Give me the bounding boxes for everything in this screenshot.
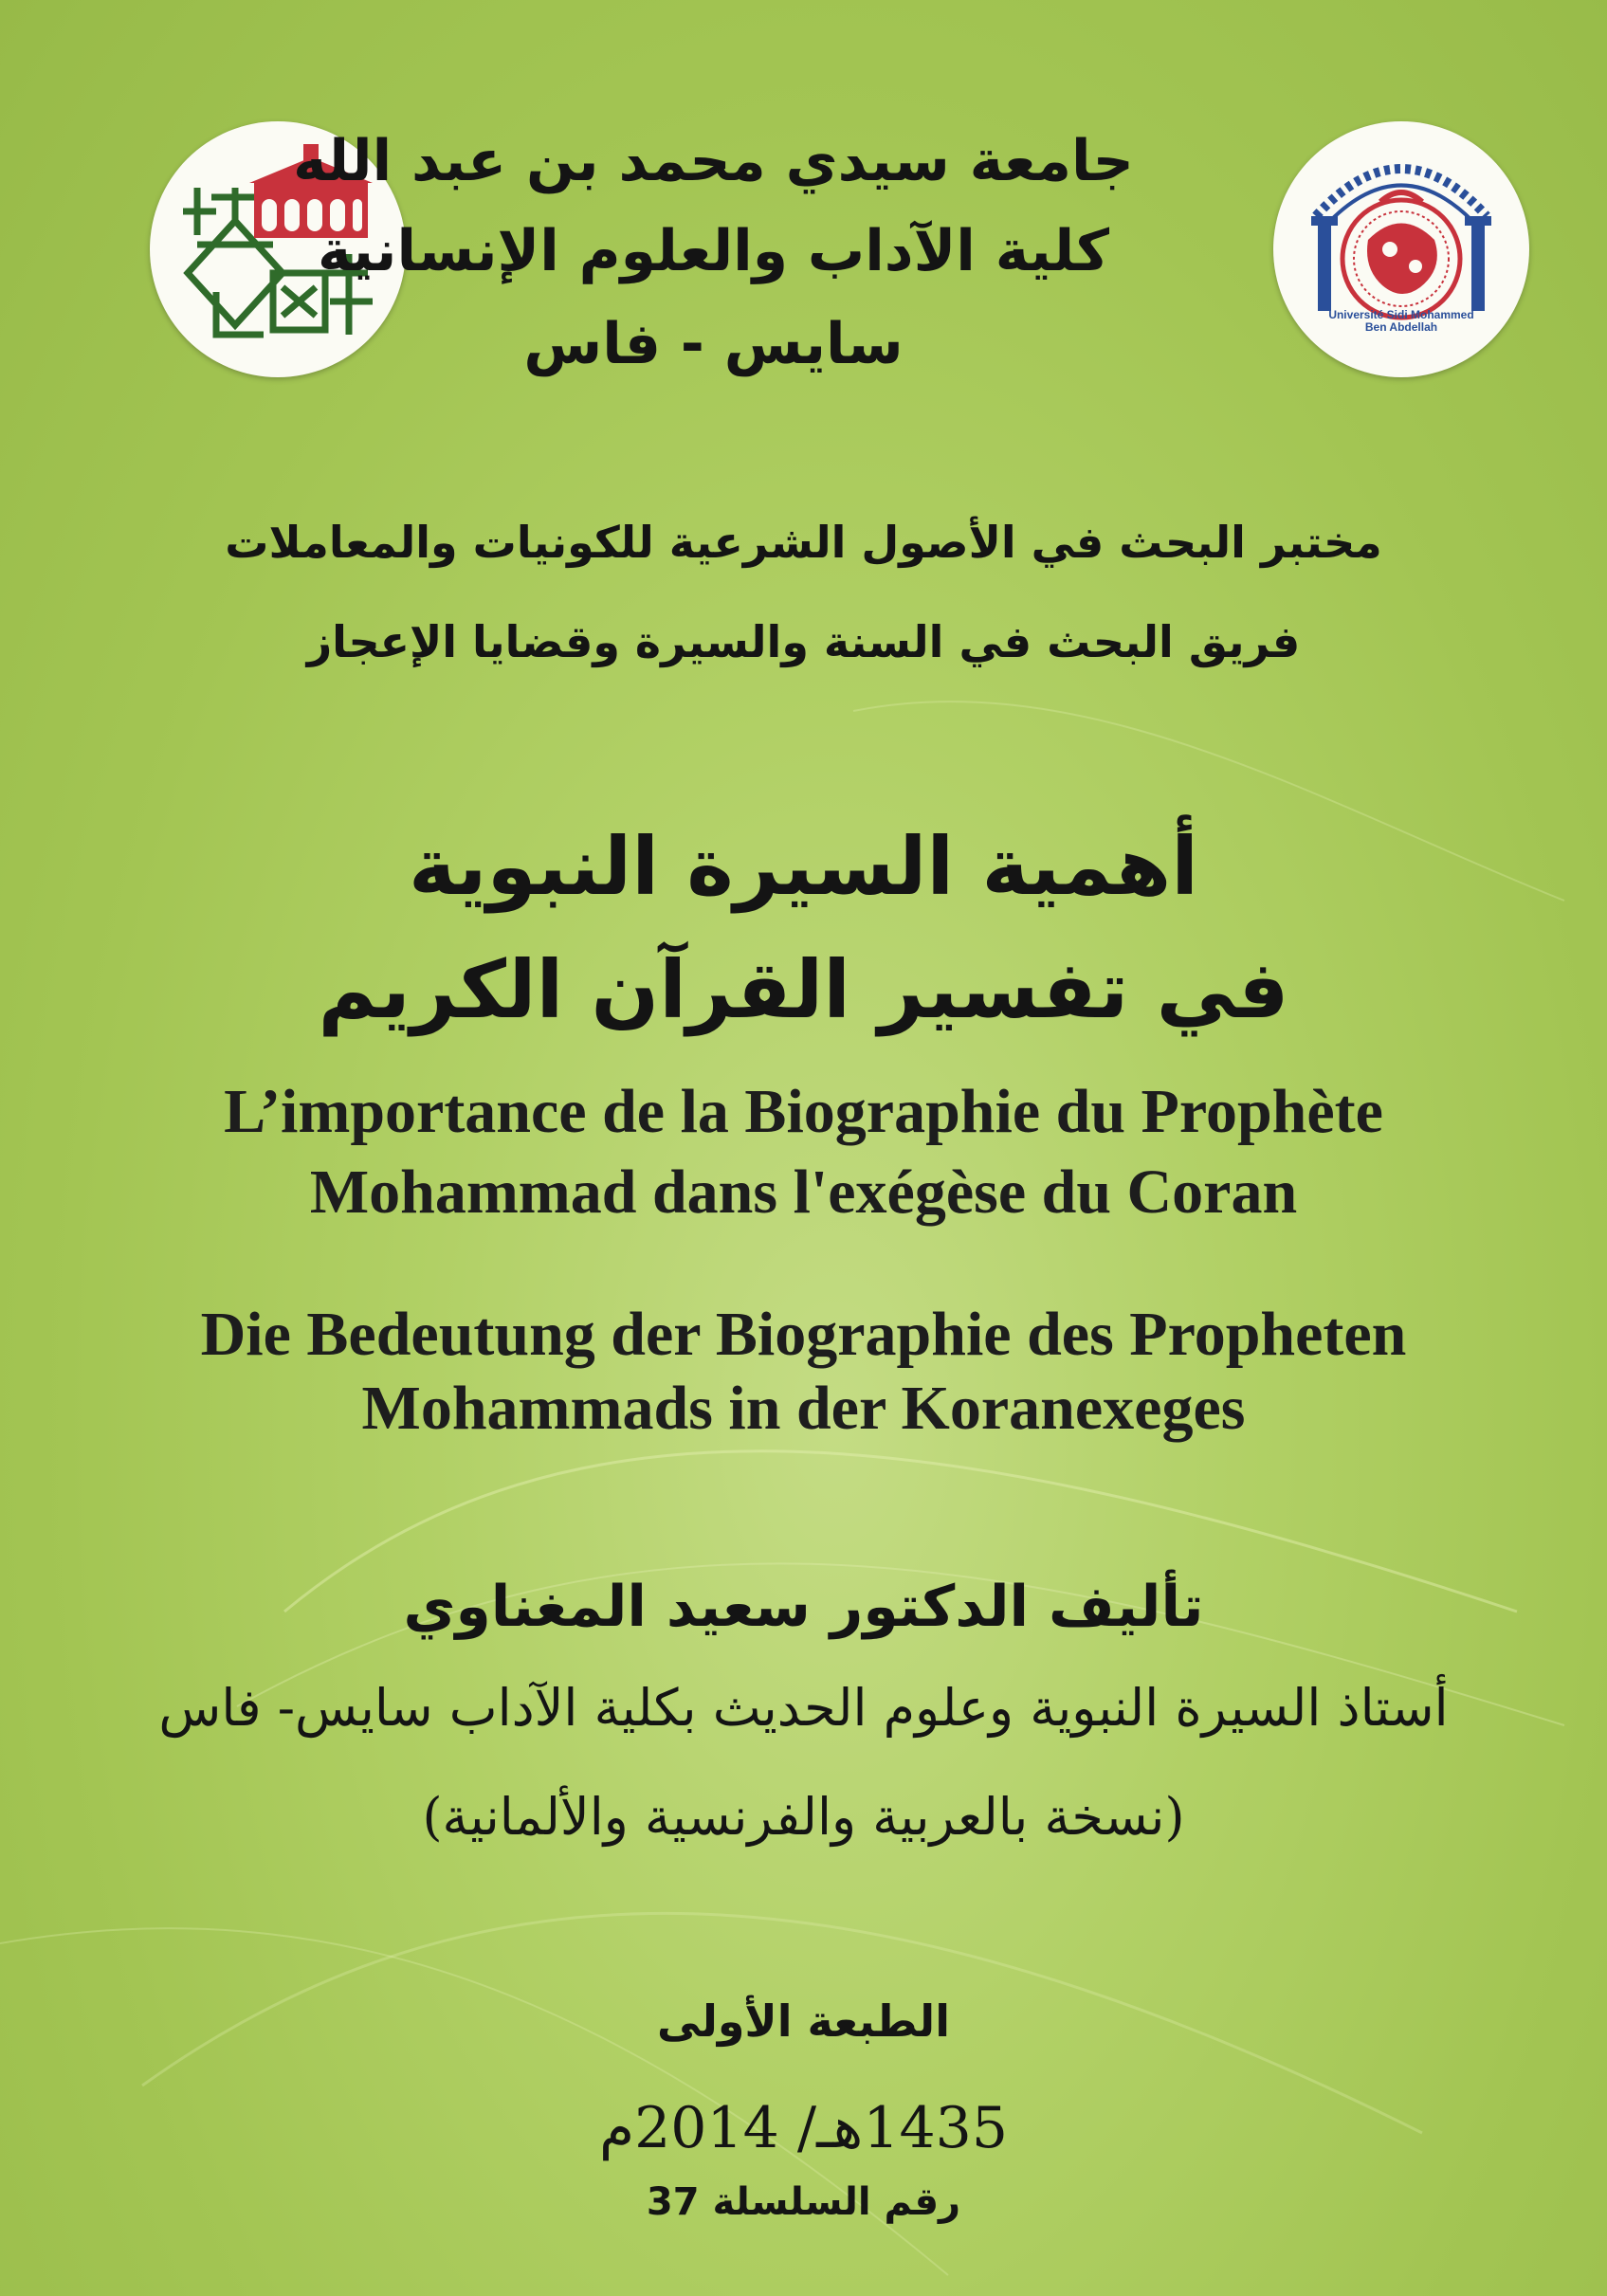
edition: الطبعة الأولى <box>657 1995 950 2047</box>
title-french-line2: Mohammad dans l'exégèse du Coran <box>309 1157 1298 1227</box>
lab-name: مختبر البحث في الأصول الشرعية للكونيات والمعاملات <box>225 517 1382 568</box>
title-arabic-line1: أهمية السيرة النبوية <box>408 820 1199 913</box>
title-german-line1: Die Bedeutung der Biographie des Propheten <box>200 1300 1407 1369</box>
languages-note: (نسخة بالعربية والفرنسية والألمانية) <box>422 1787 1185 1847</box>
faculty-location: سايس - فاس <box>523 311 904 377</box>
university-seal-logo <box>1273 121 1529 377</box>
title-french-line1: L’importance de la Biographie du Prophète <box>224 1077 1383 1146</box>
university-seal-icon <box>1278 126 1525 373</box>
faculty-name: كلية الآداب والعلوم الإنسانية <box>318 218 1109 284</box>
author-position: أستاذ السيرة النبوية وعلوم الحديث بكلية الآداب سايس- فاس <box>158 1678 1449 1738</box>
author-byline: تأليف الدكتور سعيد المغناوي <box>403 1574 1204 1640</box>
research-team: فريق البحث في السنة والسيرة وقضايا الإعجاز <box>306 616 1301 667</box>
title-german-line2: Mohammads in der Koranexeges <box>361 1374 1246 1443</box>
seal-caption-line1: Université Sidi Mohammed <box>1328 308 1474 321</box>
publication-year: 1435هـ/ 2014م <box>598 2095 1009 2161</box>
series-number: رقم السلسلة 37 <box>646 2180 961 2224</box>
title-arabic-line2: في تفسير القرآن الكريم <box>318 943 1289 1036</box>
university-name: جامعة سيدي محمد بن عبد الله <box>293 128 1134 194</box>
seal-caption-line2: Ben Abdellah <box>1364 320 1438 334</box>
